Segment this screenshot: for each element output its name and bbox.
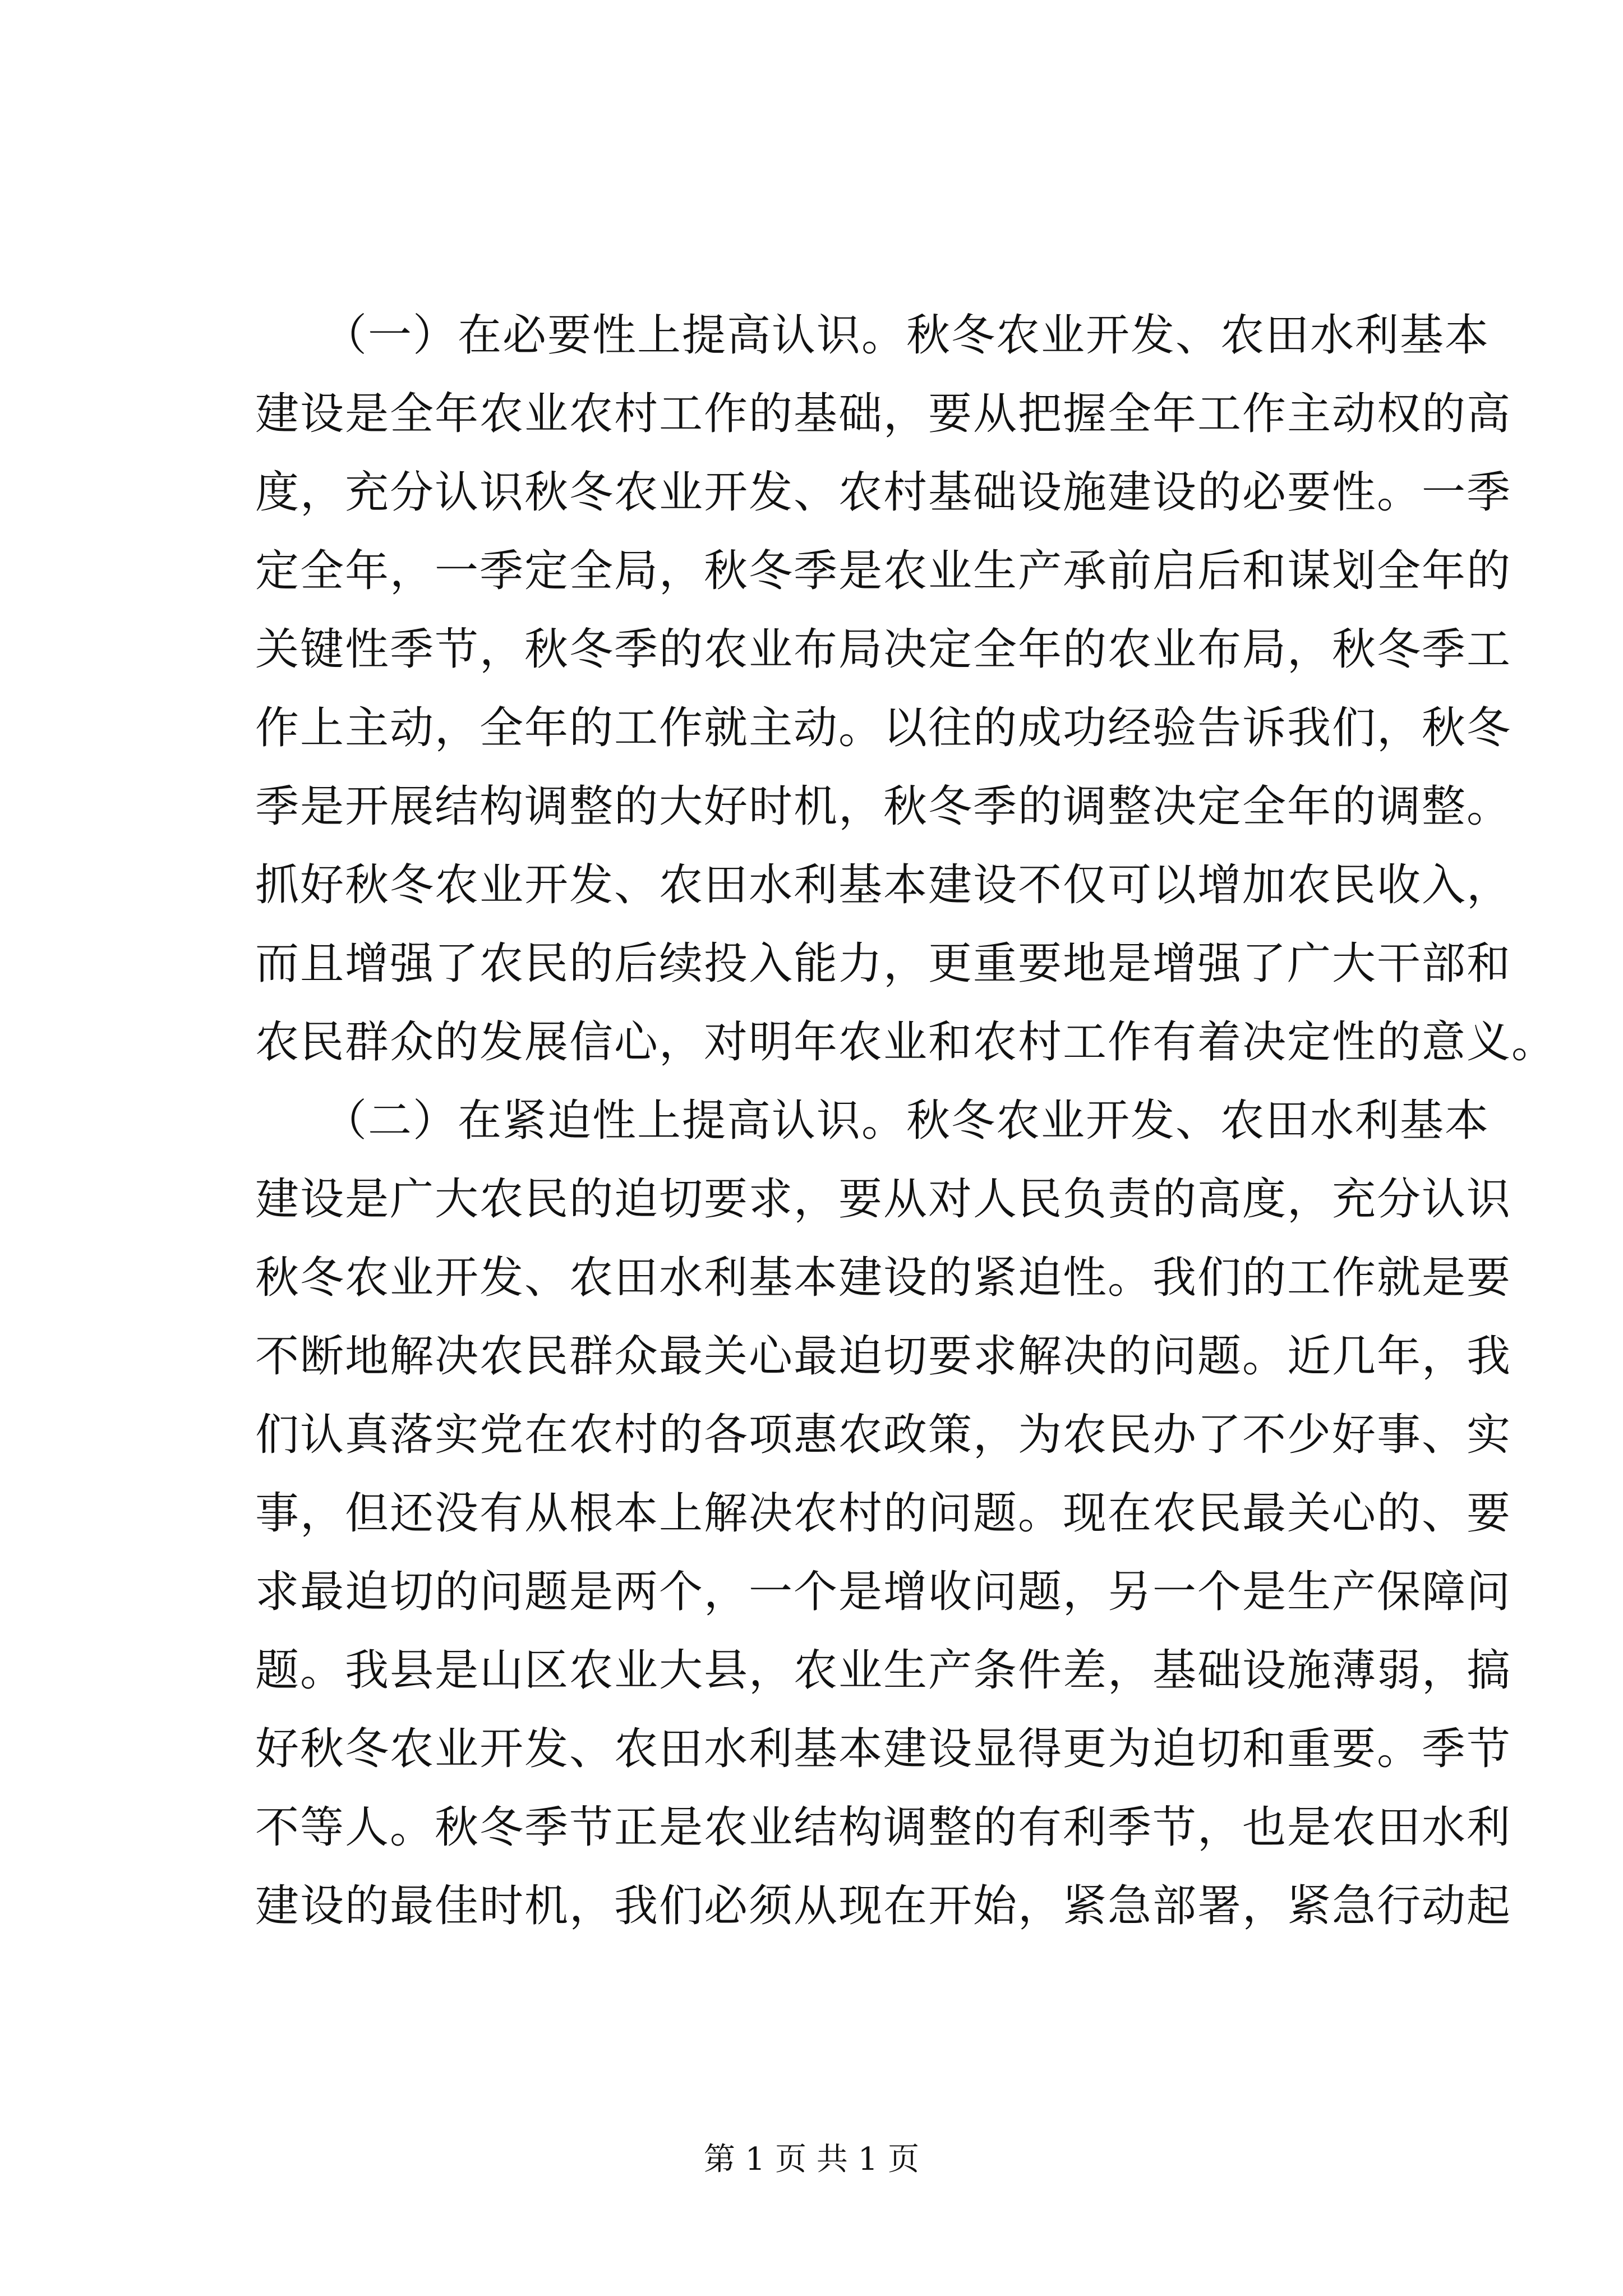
- text-line: 不断地解决农民群众最关心最迫切要求解决的问题。近几年，我: [255, 1331, 1512, 1382]
- text-line: 们认真落实党在农村的各项惠农政策，为农民办了不少好事、实: [255, 1410, 1512, 1460]
- text-line: 秋冬农业开发、农田水利基本建设的紧迫性。我们的工作就是要: [255, 1253, 1512, 1303]
- text-line: 建设是全年农业农村工作的基础，要从把握全年工作主动权的高: [255, 389, 1512, 439]
- text-line: 度，充分认识秋冬农业开发、农村基础设施建设的必要性。一季: [255, 467, 1512, 518]
- text-line: （一）在必要性上提高认识。秋冬农业开发、农田水利基本: [255, 310, 1490, 361]
- text-line: 求最迫切的问题是两个，一个是增收问题，另一个是生产保障问: [255, 1567, 1512, 1617]
- document-body: [255, 296, 1557, 1945]
- text-line: 季是开展结构调整的大好时机，秋冬季的调整决定全年的调整。: [255, 781, 1512, 832]
- text-line: 作上主动，全年的工作就主动。以往的成功经验告诉我们，秋冬: [255, 703, 1512, 753]
- text-line: 抓好秋冬农业开发、农田水利基本建设不仅可以增加农民收入，: [255, 860, 1512, 910]
- text-line: 不等人。秋冬季节正是农业结构调整的有利季节，也是农田水利: [255, 1802, 1512, 1853]
- text-line: 关键性季节，秋冬季的农业布局决定全年的农业布局，秋冬季工: [255, 624, 1512, 675]
- text-line: 建设是广大农民的迫切要求，要从对人民负责的高度，充分认识: [255, 1174, 1512, 1225]
- page-number-footer: 第 1 页 共 1 页: [703, 2141, 920, 2178]
- text-line: 定全年，一季定全局，秋冬季是农业生产承前启后和谋划全年的: [255, 546, 1512, 596]
- text-line: （二）在紧迫性上提高认识。秋冬农业开发、农田水利基本: [255, 1096, 1490, 1146]
- text-line: 题。我县是山区农业大县，农业生产条件差，基础设施薄弱，搞: [255, 1645, 1512, 1696]
- text-line: 农民群众的发展信心，对明年农业和农村工作有着决定性的意义。: [255, 1017, 1557, 1068]
- text-line: 建设的最佳时机，我们必须从现在开始，紧急部署，紧急行动起: [255, 1881, 1512, 1931]
- text-line: 好秋冬农业开发、农田水利基本建设显得更为迫切和重要。季节: [255, 1724, 1512, 1774]
- text-line: 事，但还没有从根本上解决农村的问题。现在农民最关心的、要: [255, 1488, 1512, 1539]
- text-line: 而且增强了农民的后续投入能力，更重要地是增强了广大干部和: [255, 938, 1512, 989]
